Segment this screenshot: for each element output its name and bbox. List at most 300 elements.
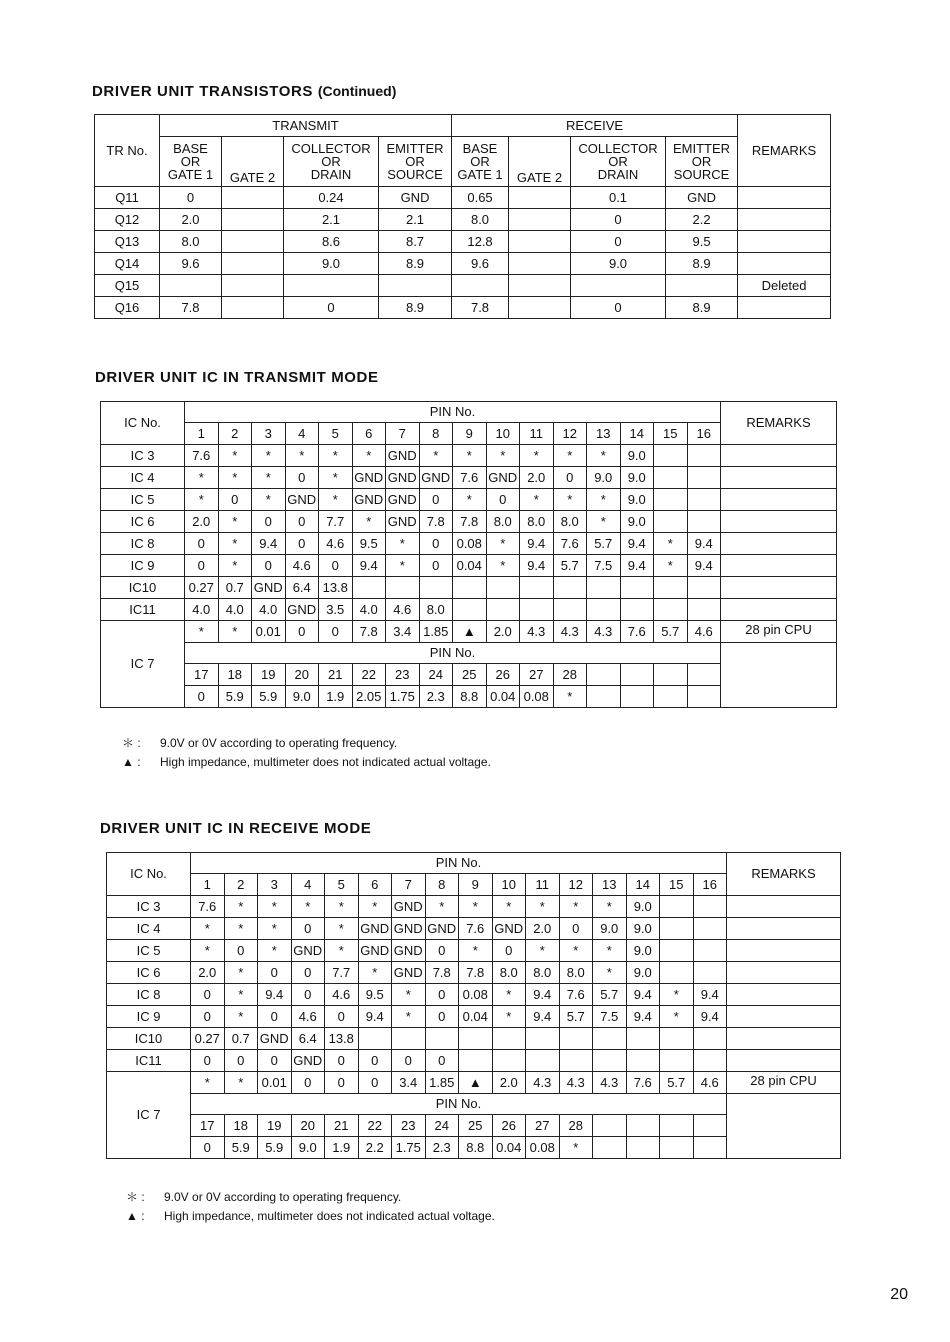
table-cell: 0 <box>319 555 353 577</box>
column-header <box>452 137 509 187</box>
table-cell: 9.4 <box>693 984 727 1006</box>
table-cell: 8.0 <box>553 511 587 533</box>
table-cell: 2.1 <box>284 209 379 231</box>
table-cell <box>738 297 831 319</box>
table-cell <box>509 187 571 209</box>
table-cell: 9.4 <box>358 1006 392 1028</box>
header-line: OR <box>470 154 490 169</box>
column-header: REMARKS <box>738 115 831 187</box>
table-cell: 0.7 <box>218 577 252 599</box>
table-cell: 0 <box>224 1050 258 1072</box>
table-cell: 5.9 <box>258 1137 292 1159</box>
table-cell: * <box>587 445 621 467</box>
table-cell: 8.9 <box>666 253 738 275</box>
remarks-cell <box>727 984 841 1006</box>
pin-header: 20 <box>291 1115 325 1137</box>
table-cell <box>626 1137 660 1159</box>
table-cell: 9.0 <box>620 445 654 467</box>
pin-header: 8 <box>425 874 459 896</box>
table-cell: 9.4 <box>352 555 386 577</box>
table-cell <box>738 231 831 253</box>
table-cell: 0 <box>185 533 219 555</box>
table-cell: 7.8 <box>453 511 487 533</box>
table-cell: 7.5 <box>587 555 621 577</box>
table-cell: 9.0 <box>620 489 654 511</box>
table-cell: GND <box>386 467 420 489</box>
pin-header: 26 <box>492 1115 526 1137</box>
header-line: OR <box>405 154 425 169</box>
row-label: IC 8 <box>101 533 185 555</box>
row-label: Q12 <box>95 209 160 231</box>
table-cell: * <box>492 896 526 918</box>
pin-header: 14 <box>626 874 660 896</box>
header-line: EMITTER <box>672 141 731 156</box>
pin-header <box>693 1115 727 1137</box>
column-header: PIN No. <box>191 1094 727 1115</box>
table-cell <box>687 445 721 467</box>
table-cell <box>492 1050 526 1072</box>
table-cell: 9.0 <box>626 962 660 984</box>
pin-header: 18 <box>224 1115 258 1137</box>
table-cell: 7.8 <box>160 297 222 319</box>
table-cell: GND <box>425 918 459 940</box>
table-cell: 0 <box>571 297 666 319</box>
table-cell: * <box>553 445 587 467</box>
table-cell: 5.7 <box>587 533 621 555</box>
table-cell: 9.0 <box>285 686 319 708</box>
transistor-table <box>94 114 831 319</box>
table-cell: 0.01 <box>258 1072 292 1094</box>
table-cell: * <box>492 1006 526 1028</box>
table-cell: 0 <box>419 533 453 555</box>
pin-header: 19 <box>258 1115 292 1137</box>
table-cell: 2.2 <box>666 209 738 231</box>
table-cell: * <box>593 962 627 984</box>
table-cell: * <box>258 896 292 918</box>
footnote-text: High impedance, multimeter does not indicated actual voltage. <box>164 1209 495 1223</box>
table-cell <box>222 253 284 275</box>
table-cell: 2.2 <box>358 1137 392 1159</box>
table-row <box>101 621 837 643</box>
table-cell: * <box>258 940 292 962</box>
table-cell <box>693 940 727 962</box>
table-cell: ▲ <box>459 1072 493 1094</box>
table-cell: 0 <box>224 940 258 962</box>
table-cell: 9.0 <box>571 253 666 275</box>
table-cell: * <box>218 533 252 555</box>
table-cell: * <box>352 511 386 533</box>
table-cell: GND <box>291 940 325 962</box>
table-cell: 8.0 <box>526 962 560 984</box>
table-cell: 9.6 <box>452 253 509 275</box>
table-cell: * <box>559 1137 593 1159</box>
table-cell <box>654 445 688 467</box>
table-cell: * <box>486 445 520 467</box>
header-row <box>95 115 831 137</box>
table-cell: 0 <box>252 555 286 577</box>
table-cell <box>559 1028 593 1050</box>
table-cell: 2.0 <box>520 467 554 489</box>
table-cell: 7.5 <box>593 1006 627 1028</box>
table-cell: 5.7 <box>593 984 627 1006</box>
table-cell: 6.4 <box>291 1028 325 1050</box>
table-cell <box>553 577 587 599</box>
table-cell: 0 <box>284 297 379 319</box>
header-line: SOURCE <box>673 167 730 182</box>
pin-header: 1 <box>185 423 219 445</box>
table-cell <box>587 686 621 708</box>
remarks-cell: 28 pin CPU <box>721 621 837 643</box>
table-cell: 3.5 <box>319 599 353 621</box>
table-cell: * <box>191 1072 225 1094</box>
table-cell: 0.24 <box>284 187 379 209</box>
table-cell: 0 <box>325 1072 359 1094</box>
table-cell <box>520 577 554 599</box>
table-cell: 0 <box>185 686 219 708</box>
table-cell: 8.0 <box>452 209 509 231</box>
table-cell: * <box>486 533 520 555</box>
row-label: IC 3 <box>101 445 185 467</box>
table-cell: 4.6 <box>325 984 359 1006</box>
row-label: IC 7 <box>107 1072 191 1159</box>
table-cell <box>666 275 738 297</box>
table-cell: 0 <box>258 1050 292 1072</box>
table-cell: 2.0 <box>526 918 560 940</box>
pin-header: 16 <box>693 874 727 896</box>
table-cell <box>587 577 621 599</box>
table-cell <box>425 1028 459 1050</box>
table-cell <box>453 577 487 599</box>
table-cell: * <box>386 555 420 577</box>
footnote <box>126 1209 495 1223</box>
table-row <box>107 1006 841 1028</box>
table-cell <box>693 1137 727 1159</box>
table-cell: 4.6 <box>386 599 420 621</box>
table-row <box>101 555 837 577</box>
table-cell: 0 <box>358 1072 392 1094</box>
pin-header: 11 <box>526 874 560 896</box>
table-cell: 5.9 <box>252 686 286 708</box>
table-cell: * <box>218 511 252 533</box>
column-header: IC No. <box>101 402 185 445</box>
table-cell: * <box>224 1072 258 1094</box>
table-cell: GND <box>392 962 426 984</box>
table-cell: 1.9 <box>319 686 353 708</box>
table-cell: 0 <box>191 1006 225 1028</box>
pin-header <box>660 1115 694 1137</box>
table-cell: 9.4 <box>252 533 286 555</box>
table-cell <box>509 231 571 253</box>
table-cell: * <box>392 1006 426 1028</box>
table-cell <box>509 253 571 275</box>
table-cell: * <box>319 467 353 489</box>
table-cell: 1.85 <box>419 621 453 643</box>
pin-header: 9 <box>453 423 487 445</box>
header-line: OR <box>180 154 201 169</box>
table-cell: 5.7 <box>654 621 688 643</box>
table-cell: * <box>492 984 526 1006</box>
remarks-cell <box>721 445 837 467</box>
pin-header: 23 <box>386 664 420 686</box>
pin-header: 4 <box>285 423 319 445</box>
table-cell: GND <box>386 445 420 467</box>
table-cell: 9.5 <box>358 984 392 1006</box>
table-row <box>107 1072 841 1094</box>
table-row <box>101 599 837 621</box>
table-cell: 0 <box>425 1006 459 1028</box>
pin-header: 17 <box>185 664 219 686</box>
table-cell <box>620 686 654 708</box>
remarks-cell <box>721 533 837 555</box>
table-cell: 2.1 <box>379 209 452 231</box>
pin-header: 22 <box>352 664 386 686</box>
column-header: REMARKS <box>721 402 837 445</box>
table-cell: 4.3 <box>553 621 587 643</box>
table-cell: GND <box>358 918 392 940</box>
ic-receive-table <box>106 852 841 1159</box>
pin-header: 7 <box>386 423 420 445</box>
table-cell: 4.0 <box>185 599 219 621</box>
table-cell: * <box>325 940 359 962</box>
table-cell: 6.4 <box>285 577 319 599</box>
ic-transmit-table <box>100 401 837 708</box>
table-cell: * <box>553 489 587 511</box>
table-cell: * <box>224 896 258 918</box>
table-row <box>95 231 831 253</box>
remarks-cell <box>727 1094 841 1159</box>
table-cell <box>386 577 420 599</box>
pin-header: 2 <box>224 874 258 896</box>
table-cell: 9.0 <box>626 918 660 940</box>
table-cell: * <box>258 918 292 940</box>
table-cell: 0 <box>419 555 453 577</box>
table-cell: 0.65 <box>452 187 509 209</box>
table-cell: 7.8 <box>459 962 493 984</box>
table-cell: 7.8 <box>452 297 509 319</box>
table-cell: 0 <box>285 511 319 533</box>
table-cell: * <box>319 489 353 511</box>
table-cell: * <box>252 467 286 489</box>
table-cell: * <box>352 445 386 467</box>
row-label: IC10 <box>107 1028 191 1050</box>
table-cell: GND <box>666 187 738 209</box>
header-line: EMITTER <box>386 141 444 156</box>
pin-header: 18 <box>218 664 252 686</box>
table-cell: 8.9 <box>379 253 452 275</box>
table-cell: 0.08 <box>459 984 493 1006</box>
table-cell: * <box>218 445 252 467</box>
row-label: IC 4 <box>101 467 185 489</box>
table-cell <box>509 297 571 319</box>
row-label: Q15 <box>95 275 160 297</box>
remarks-cell <box>721 489 837 511</box>
table-cell: 0.1 <box>571 187 666 209</box>
table-cell: 8.7 <box>379 231 452 253</box>
table-cell: 8.0 <box>492 962 526 984</box>
table-cell: 7.6 <box>620 621 654 643</box>
pin-header: 26 <box>486 664 520 686</box>
table-cell <box>687 577 721 599</box>
remarks-cell <box>727 896 841 918</box>
table-cell: 0 <box>291 984 325 1006</box>
row-label: IC10 <box>101 577 185 599</box>
table-cell <box>222 209 284 231</box>
table-cell <box>660 1137 694 1159</box>
table-cell <box>526 1050 560 1072</box>
table-cell: GND <box>392 896 426 918</box>
table-cell: * <box>526 896 560 918</box>
table-cell <box>392 1028 426 1050</box>
table-cell: * <box>224 1006 258 1028</box>
row-label: IC 7 <box>101 621 185 708</box>
table-cell: 0 <box>553 467 587 489</box>
table-cell: 2.0 <box>191 962 225 984</box>
table-cell: 0 <box>218 489 252 511</box>
footnote-text: 9.0V or 0V according to operating frequency. <box>160 736 398 750</box>
table-cell <box>620 577 654 599</box>
header-row <box>107 853 841 874</box>
remarks-cell: 28 pin CPU <box>727 1072 841 1094</box>
remarks-cell <box>727 1006 841 1028</box>
table-cell: 4.6 <box>687 621 721 643</box>
table-cell: * <box>520 489 554 511</box>
row-label: IC 9 <box>107 1006 191 1028</box>
table-cell: * <box>185 621 219 643</box>
table-row <box>107 918 841 940</box>
table-cell: GND <box>386 511 420 533</box>
table-cell: 9.5 <box>352 533 386 555</box>
table-cell: 4.6 <box>693 1072 727 1094</box>
column-header <box>284 137 379 187</box>
table-cell: * <box>587 511 621 533</box>
column-header: PIN No. <box>185 643 721 664</box>
column-header: REMARKS <box>727 853 841 896</box>
table-cell: 1.85 <box>425 1072 459 1094</box>
footnote-text: 9.0V or 0V according to operating frequency. <box>164 1190 402 1204</box>
pin-header: 8 <box>419 423 453 445</box>
table-cell <box>626 1050 660 1072</box>
table-cell: GND <box>352 489 386 511</box>
column-header: GATE 2 <box>509 137 571 187</box>
table-cell: * <box>587 489 621 511</box>
pin-header: 21 <box>319 664 353 686</box>
table-cell: 9.0 <box>291 1137 325 1159</box>
header-line: OR <box>321 154 341 169</box>
table-cell <box>486 577 520 599</box>
table-cell: * <box>191 918 225 940</box>
table-cell: 5.9 <box>218 686 252 708</box>
table-cell: 0 <box>258 1006 292 1028</box>
table-cell: ▲ <box>453 621 487 643</box>
table-cell: 2.05 <box>352 686 386 708</box>
row-label: IC 5 <box>107 940 191 962</box>
table-cell: 0.27 <box>191 1028 225 1050</box>
column-header <box>571 137 666 187</box>
table-cell: 4.3 <box>587 621 621 643</box>
table-cell <box>654 489 688 511</box>
table-cell <box>509 275 571 297</box>
column-header <box>160 137 222 187</box>
header-row <box>95 137 831 187</box>
table-cell: 12.8 <box>452 231 509 253</box>
table-cell: 0 <box>571 209 666 231</box>
table-cell <box>687 511 721 533</box>
table-cell: * <box>224 918 258 940</box>
footnote-symbol: ＊ : <box>122 736 141 750</box>
table-cell: 9.0 <box>626 940 660 962</box>
table-cell: 7.8 <box>419 511 453 533</box>
table-cell <box>559 1050 593 1072</box>
row-label: IC 4 <box>107 918 191 940</box>
pin-header: 27 <box>520 664 554 686</box>
header-row <box>101 402 837 423</box>
table-cell: 0 <box>571 231 666 253</box>
pin-header: 11 <box>520 423 554 445</box>
table-cell <box>419 577 453 599</box>
table-cell: 0 <box>185 555 219 577</box>
table-cell: * <box>319 445 353 467</box>
table-cell: * <box>218 621 252 643</box>
remarks-cell <box>727 1050 841 1072</box>
table-cell: GND <box>252 577 286 599</box>
table-cell: 0 <box>319 621 353 643</box>
header-line: DRAIN <box>597 167 639 182</box>
pin-header: 20 <box>285 664 319 686</box>
row-label: IC 6 <box>107 962 191 984</box>
table-cell: 0 <box>492 940 526 962</box>
table-cell: * <box>252 489 286 511</box>
table-cell: * <box>559 940 593 962</box>
pin-header: 25 <box>459 1115 493 1137</box>
table-cell <box>160 275 222 297</box>
remarks-cell <box>721 555 837 577</box>
table-cell: 0 <box>559 918 593 940</box>
table-cell: * <box>660 984 694 1006</box>
table-cell: 0 <box>285 621 319 643</box>
row-label: IC 6 <box>101 511 185 533</box>
header-row <box>101 643 837 664</box>
table-cell: GND <box>358 940 392 962</box>
pin-header <box>626 1115 660 1137</box>
table-cell: 9.6 <box>160 253 222 275</box>
table-cell <box>693 896 727 918</box>
table-cell <box>654 511 688 533</box>
pin-header <box>654 664 688 686</box>
table-cell <box>222 297 284 319</box>
table-cell: * <box>419 445 453 467</box>
table-cell: 0 <box>392 1050 426 1072</box>
pin-header: 23 <box>392 1115 426 1137</box>
header-line: GATE 1 <box>457 167 503 182</box>
table-cell <box>520 599 554 621</box>
table-row <box>101 445 837 467</box>
table-cell: 8.9 <box>379 297 452 319</box>
table-cell: 4.6 <box>319 533 353 555</box>
table-cell: 8.0 <box>520 511 554 533</box>
footnote-symbol: ▲ : <box>126 1209 145 1223</box>
table-cell <box>654 599 688 621</box>
table-cell <box>452 275 509 297</box>
table-cell <box>284 275 379 297</box>
column-header: TR No. <box>95 115 160 187</box>
pin-header: 9 <box>459 874 493 896</box>
table-cell: 7.6 <box>626 1072 660 1094</box>
column-header <box>379 137 452 187</box>
table-cell: * <box>453 489 487 511</box>
header-line: COLLECTOR <box>291 141 371 156</box>
table-cell: * <box>654 533 688 555</box>
table-cell <box>693 962 727 984</box>
